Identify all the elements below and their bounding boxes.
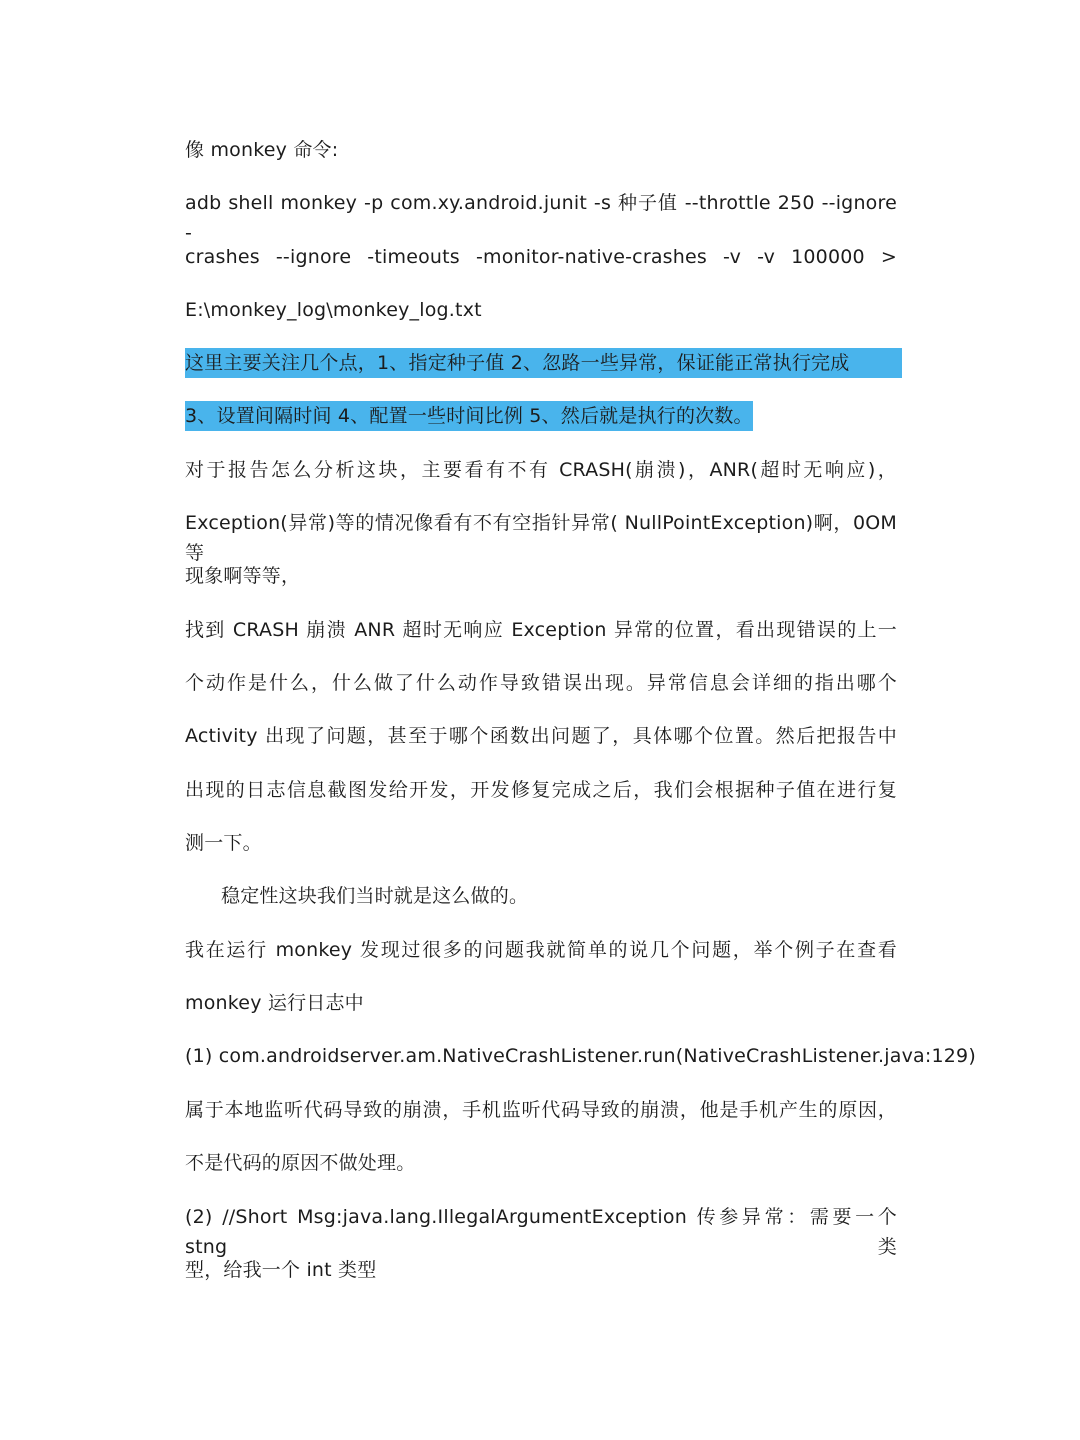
example-1-line-2: 属于本地监听代码导致的崩溃，手机监听代码导致的崩溃，他是手机产生的原因，: [185, 1099, 897, 1121]
locate-errors-line-1: 找到 CRASH 崩溃 ANR 超时无响应 Exception 异常的位置，看出现错误的上一: [185, 619, 897, 641]
example-2-line-2: 型，给我一个 int 类型: [185, 1259, 377, 1281]
locate-errors-line-4: 出现的日志信息截图发给开发，开发修复完成之后，我们会根据种子值在进行复: [185, 779, 897, 801]
example-2-line-1: (2) //Short Msg:java.lang.IllegalArgumentException 传参异常：需要一个 stng 类: [185, 1206, 897, 1258]
report-analysis-line-1: 对于报告怎么分析这块，主要看有不有 CRASH(崩溃)，ANR(超时无响应)，: [185, 459, 897, 481]
locate-errors-line-5: 测一下。: [185, 832, 262, 854]
report-analysis-line-3: 现象啊等等，: [185, 565, 301, 587]
highlighted-text-line-2: 3、设置间隔时间 4、配置一些时间比例 5、然后就是执行的次数。: [185, 401, 753, 431]
stability-note: 稳定性这块我们当时就是这么做的。: [221, 885, 529, 907]
examples-intro-line-1: 我在运行 monkey 发现过很多的问题我就简单的说几个问题，举个例子在查看: [185, 939, 897, 961]
examples-intro-line-2: monkey 运行日志中: [185, 992, 364, 1014]
locate-errors-line-3: Activity 出现了问题，甚至于哪个函数出问题了，具体哪个位置。然后把报告中: [185, 725, 897, 747]
example-1-line-1: (1) com.androidserver.am.NativeCrashListener.run(NativeCrashListener.java:129): [185, 1045, 976, 1067]
command-line-3: E:\monkey_log\monkey_log.txt: [185, 299, 482, 321]
example-1-line-3: 不是代码的原因不做处理。: [185, 1152, 416, 1174]
command-line-1: adb shell monkey -p com.xy.android.junit -s 种子值 --throttle 250 --ignore -: [185, 192, 897, 244]
report-analysis-line-2: Exception(异常)等的情况像看有不有空指针异常( NullPointException)啊，0OM 等: [185, 512, 897, 564]
locate-errors-line-2: 个动作是什么，什么做了什么动作导致错误出现。异常信息会详细的指出哪个: [185, 672, 897, 694]
command-line-2: crashes --ignore -timeouts -monitor-native-crashes -v -v 100000 >: [185, 246, 897, 268]
intro-text: 像 monkey 命令:: [185, 139, 339, 161]
highlighted-text-line-1: 这里主要关注几个点，1、指定种子值 2、忽路一些异常，保证能正常执行完成: [185, 348, 902, 378]
